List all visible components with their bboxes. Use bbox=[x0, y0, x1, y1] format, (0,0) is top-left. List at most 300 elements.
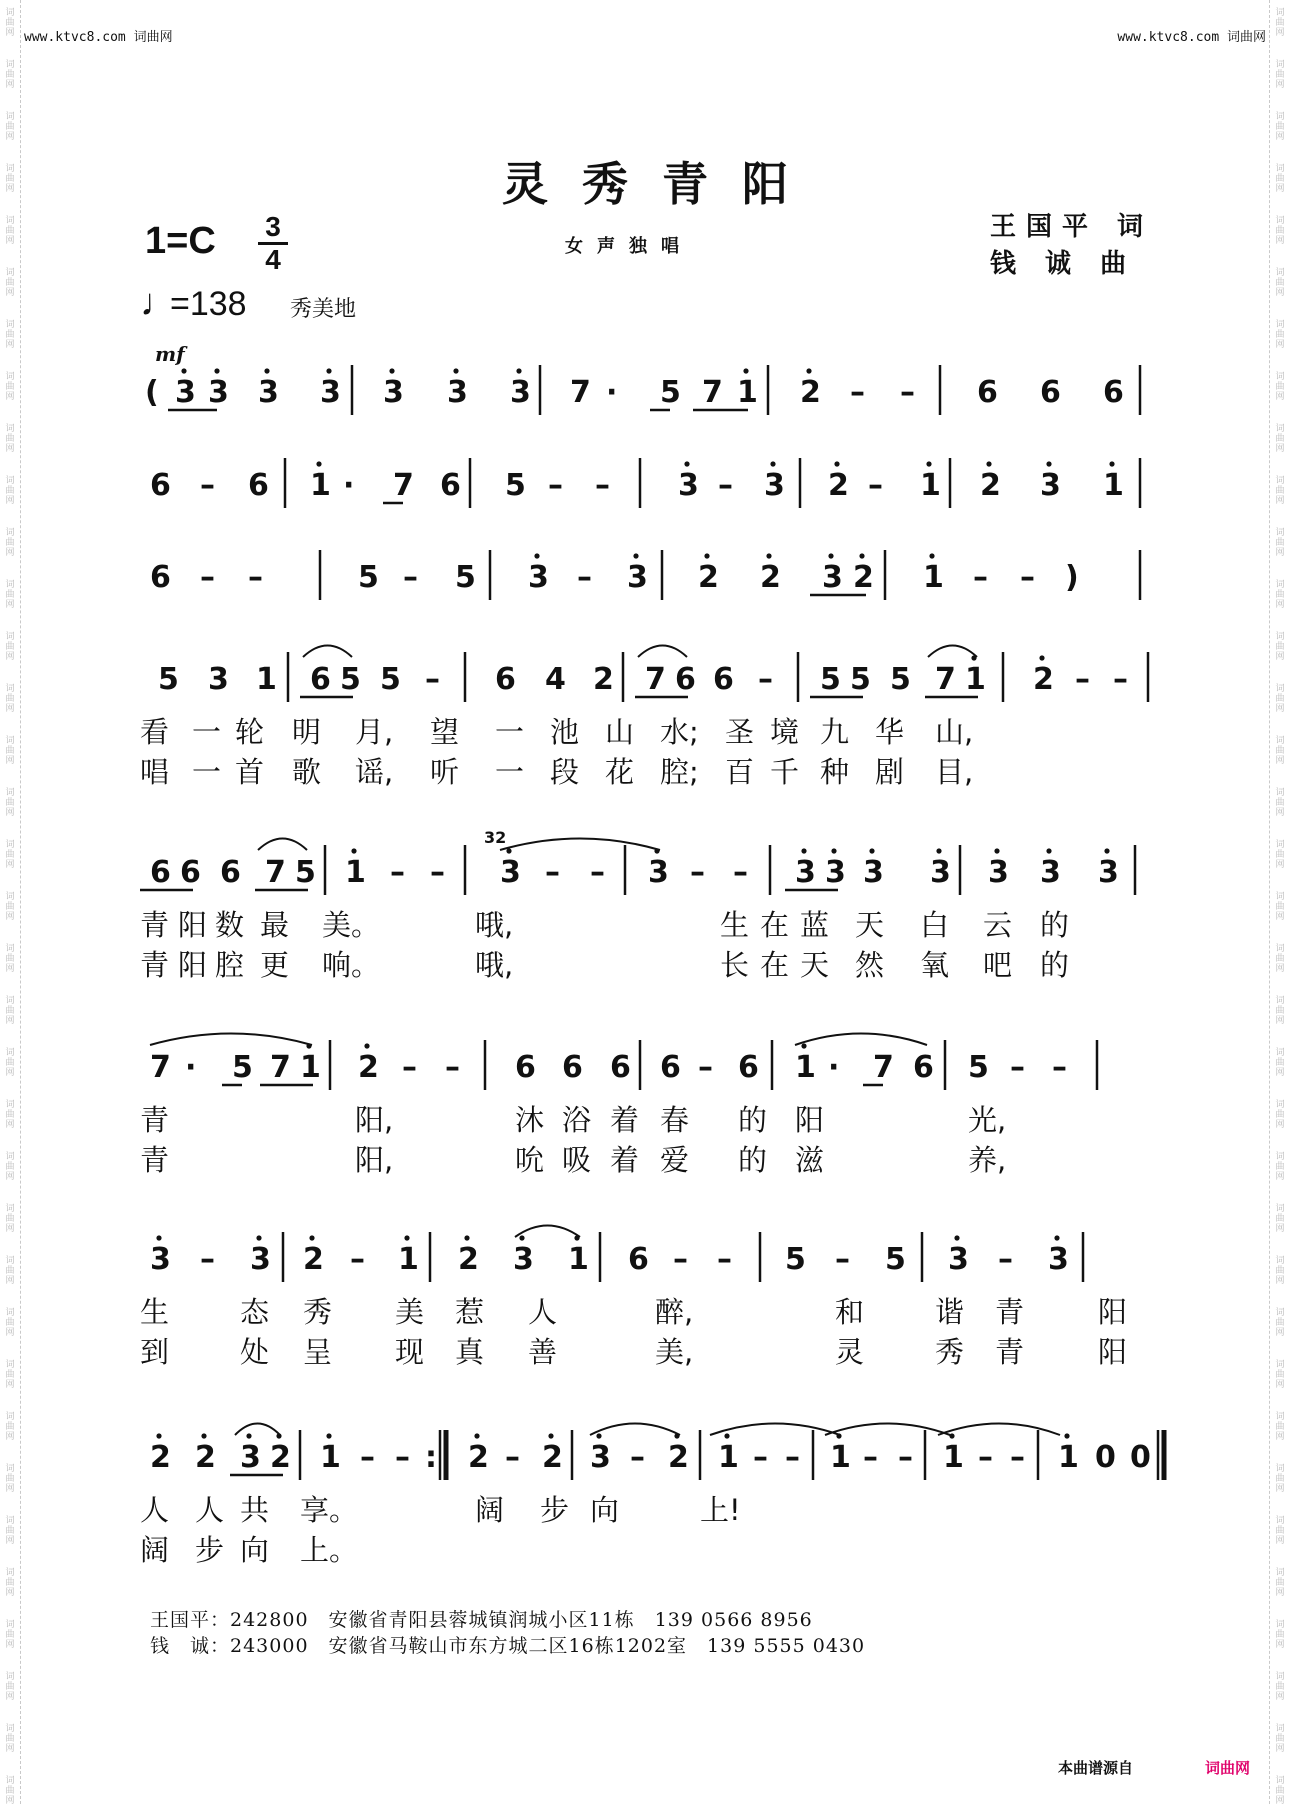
lyric-syllable: 善 bbox=[528, 1335, 558, 1369]
octave-dot bbox=[214, 368, 219, 373]
note-digit: 3 bbox=[240, 1440, 261, 1475]
note-digit: 5 bbox=[885, 1242, 906, 1277]
dash-mark: – bbox=[395, 1440, 410, 1475]
lyric-syllable: 最 bbox=[260, 908, 290, 942]
quarter-note-icon: ♩ bbox=[140, 282, 178, 324]
lyric-syllable: 享。 bbox=[300, 1493, 359, 1527]
watermark-text: 词 曲 网 bbox=[1275, 996, 1285, 1026]
watermark-text: 词 曲 网 bbox=[1275, 1100, 1285, 1130]
watermark-text: 词 曲 网 bbox=[1275, 268, 1285, 298]
octave-dot bbox=[929, 553, 934, 558]
lyric-syllable: 青 bbox=[140, 908, 170, 942]
lyric-syllable: 数 bbox=[215, 908, 245, 942]
octave-dot bbox=[316, 461, 321, 466]
lyric-syllable: 歌 bbox=[292, 755, 322, 789]
note-digit: 3 bbox=[447, 375, 468, 410]
note-digit: 7 bbox=[645, 662, 666, 697]
lyric-syllable: 步 bbox=[195, 1533, 225, 1567]
lyric-syllable: 目, bbox=[935, 755, 974, 789]
note-digit: 3 bbox=[175, 375, 196, 410]
lyric-syllable: 吸 bbox=[562, 1143, 592, 1177]
lyric-syllable: 阳 bbox=[795, 1103, 825, 1137]
lyric-syllable: 着 bbox=[610, 1143, 640, 1177]
dash-mark: – bbox=[900, 375, 915, 410]
slur-arc bbox=[515, 1226, 580, 1238]
lyricist-credit: 王国平 词 bbox=[990, 212, 1154, 242]
watermark-text: 词 曲 网 bbox=[5, 996, 15, 1026]
watermark-text: 词 曲 网 bbox=[1275, 840, 1285, 870]
note-digit: 1 bbox=[345, 855, 366, 890]
watermark-text: 词 曲 网 bbox=[1275, 1308, 1285, 1338]
note-digit: 3 bbox=[528, 560, 549, 595]
dash-mark: – bbox=[973, 560, 988, 595]
note-digit: 3 bbox=[208, 662, 229, 697]
note-digit: 5 bbox=[380, 662, 401, 697]
watermark-text: 词 曲 网 bbox=[1275, 164, 1285, 194]
watermark-text: 词 曲 网 bbox=[1275, 1204, 1285, 1234]
watermark-text: 词 曲 网 bbox=[1275, 528, 1285, 558]
lyric-row bbox=[140, 712, 1152, 752]
dash-mark: – bbox=[835, 1242, 850, 1277]
dash-mark: – bbox=[505, 1440, 520, 1475]
octave-dot bbox=[936, 848, 941, 853]
dash-mark: – bbox=[200, 468, 215, 503]
dash-mark: – bbox=[753, 1440, 768, 1475]
slur-arc bbox=[825, 1424, 950, 1436]
octave-dot bbox=[506, 848, 511, 853]
dash-mark: – bbox=[718, 468, 733, 503]
watermark-text: 词 曲 网 bbox=[1275, 1412, 1285, 1442]
lyric-syllable: 剧 bbox=[875, 755, 905, 789]
lyric-syllable: 生 bbox=[720, 908, 750, 942]
lyric-syllable: 在 bbox=[760, 908, 790, 942]
composer-credit: 钱 诚 曲 bbox=[990, 249, 1137, 279]
watermark-text: 词 曲 网 bbox=[5, 1724, 15, 1754]
lyric-syllable: 听 bbox=[430, 755, 460, 789]
note-digit: 1 bbox=[737, 375, 758, 410]
octave-dot bbox=[1054, 1235, 1059, 1240]
octave-dot bbox=[766, 553, 771, 558]
note-digit: · bbox=[343, 468, 355, 503]
note-digit: 7 bbox=[570, 375, 591, 410]
note-digit: 2 bbox=[800, 375, 821, 410]
lyric-syllable: 现 bbox=[395, 1335, 425, 1369]
octave-dot bbox=[994, 848, 999, 853]
watermark-text: 词 曲 网 bbox=[1275, 216, 1285, 246]
lyric-syllable: 处 bbox=[240, 1335, 270, 1369]
note-digit: 1 bbox=[1103, 468, 1124, 503]
lyric-syllable: 惹 bbox=[455, 1295, 485, 1329]
lyric-syllable: 的 bbox=[1040, 908, 1070, 942]
note-digit: 2 bbox=[760, 560, 781, 595]
lyric-syllable: 谣, bbox=[355, 755, 394, 789]
lyric-syllable: 千 bbox=[770, 755, 800, 789]
dash-mark: – bbox=[785, 1440, 800, 1475]
tempo-value: =138 bbox=[170, 285, 247, 323]
slur-arc bbox=[638, 646, 687, 658]
watermark-text: 词 曲 网 bbox=[5, 788, 15, 818]
watermark-text: 词 曲 网 bbox=[5, 684, 15, 714]
note-digit: 0 bbox=[1095, 1440, 1116, 1475]
note-digit: 2 bbox=[303, 1242, 324, 1277]
lyric-syllable: 吧 bbox=[983, 948, 1013, 982]
watermark-text: 词 曲 网 bbox=[1275, 60, 1285, 90]
watermark-text: 词 曲 网 bbox=[5, 372, 15, 402]
lyric-syllable: 长 bbox=[720, 948, 750, 982]
lyric-syllable: 的 bbox=[1040, 948, 1070, 982]
note-digit: 5 bbox=[785, 1242, 806, 1277]
lyric-syllable: 向 bbox=[590, 1493, 620, 1527]
lyric-row bbox=[140, 1530, 1152, 1570]
dash-mark: – bbox=[445, 1050, 460, 1085]
note-digit: 5 bbox=[505, 468, 526, 503]
note-digit: 1 bbox=[300, 1050, 321, 1085]
note-digit: 3 bbox=[590, 1440, 611, 1475]
note-digit: 3 bbox=[1040, 468, 1061, 503]
watermark-text: 词 曲 网 bbox=[5, 1360, 15, 1390]
dash-mark: – bbox=[717, 1242, 732, 1277]
site-link-right[interactable]: www.ktvc8.com 词曲网 bbox=[1117, 30, 1266, 45]
slur-arc bbox=[928, 646, 977, 658]
watermark-text: 词 曲 网 bbox=[1275, 372, 1285, 402]
dash-mark: – bbox=[430, 855, 445, 890]
watermark-text: 词 曲 网 bbox=[5, 1620, 15, 1650]
note-digit: 2 bbox=[458, 1242, 479, 1277]
watermark-text: 词 曲 网 bbox=[5, 892, 15, 922]
note-digit: · bbox=[828, 1050, 840, 1085]
watermark-text: 词 曲 网 bbox=[1275, 1360, 1285, 1390]
note-digit: 6 bbox=[150, 855, 171, 890]
note-digit: 6 bbox=[610, 1050, 631, 1085]
watermark-text: 词 曲 网 bbox=[5, 736, 15, 766]
lyric-syllable: 百 bbox=[725, 755, 755, 789]
dash-mark: – bbox=[425, 662, 440, 697]
lyric-syllable: 一 bbox=[495, 755, 525, 789]
note-digit: 6 bbox=[1103, 375, 1124, 410]
lyric-syllable: 灵 bbox=[835, 1335, 865, 1369]
note-digit: 1 bbox=[920, 468, 941, 503]
watermark-text: 词 曲 网 bbox=[5, 840, 15, 870]
note-digit: 3 bbox=[930, 855, 951, 890]
octave-dot bbox=[519, 1235, 524, 1240]
note-digit: 7 bbox=[150, 1050, 171, 1085]
dash-mark: – bbox=[595, 468, 610, 503]
dash-mark: – bbox=[673, 1242, 688, 1277]
octave-dot bbox=[1109, 461, 1114, 466]
note-digit: 1 bbox=[923, 560, 944, 595]
lyric-syllable: 步 bbox=[540, 1493, 570, 1527]
key-signature: 1=C bbox=[145, 220, 216, 262]
watermark-text: 词 曲 网 bbox=[5, 1776, 15, 1806]
lyric-syllable: 青 bbox=[140, 1143, 170, 1177]
octave-dot bbox=[309, 1235, 314, 1240]
octave-dot bbox=[869, 848, 874, 853]
note-digit: 3 bbox=[1048, 1242, 1069, 1277]
note-digit: 1 bbox=[398, 1242, 419, 1277]
note-digit: 5 bbox=[968, 1050, 989, 1085]
lyric-syllable: 山 bbox=[605, 715, 635, 749]
watermark-text: 词 曲 网 bbox=[5, 1256, 15, 1286]
lyric-syllable: 人 bbox=[528, 1295, 558, 1329]
slur-arc bbox=[938, 1424, 1060, 1436]
lyric-syllable: 种 bbox=[820, 755, 850, 789]
lyric-syllable: 吮 bbox=[515, 1143, 545, 1177]
lyric-syllable: 谐 bbox=[935, 1295, 965, 1329]
note-digit: 6 bbox=[675, 662, 696, 697]
time-signature-bottom: 4 bbox=[265, 244, 281, 275]
dash-mark: – bbox=[1052, 1050, 1067, 1085]
octave-dot bbox=[806, 368, 811, 373]
note-digit: 7 bbox=[935, 662, 956, 697]
lyric-syllable: 一 bbox=[192, 755, 222, 789]
note-digit: 2 bbox=[270, 1440, 291, 1475]
note-digit: 1 bbox=[943, 1440, 964, 1475]
watermark-text: 词 曲 网 bbox=[5, 164, 15, 194]
dash-mark: – bbox=[978, 1440, 993, 1475]
dash-mark: – bbox=[1075, 662, 1090, 697]
note-digit: 4 bbox=[545, 662, 566, 697]
watermark-text: 词 曲 网 bbox=[1275, 112, 1285, 142]
symbol: ( bbox=[145, 375, 159, 410]
lyric-syllable: 看 bbox=[140, 715, 170, 749]
octave-dot bbox=[1046, 848, 1051, 853]
lyric-syllable: 蓝 bbox=[800, 908, 830, 942]
dash-mark: – bbox=[577, 560, 592, 595]
octave-dot bbox=[264, 368, 269, 373]
right-watermark-stripe bbox=[1269, 0, 1290, 1804]
dash-mark: – bbox=[690, 855, 705, 890]
notation-row bbox=[140, 550, 1152, 620]
dash-mark: – bbox=[590, 855, 605, 890]
slur-arc bbox=[303, 646, 352, 658]
lyric-syllable: 水; bbox=[660, 715, 699, 749]
slur-arc bbox=[590, 1424, 680, 1436]
note-digit: 3 bbox=[258, 375, 279, 410]
note-digit: 3 bbox=[150, 1242, 171, 1277]
lyric-syllable: 上。 bbox=[300, 1533, 359, 1567]
watermark-text: 词 曲 网 bbox=[5, 1412, 15, 1442]
octave-dot bbox=[246, 1433, 251, 1438]
note-digit: 6 bbox=[738, 1050, 759, 1085]
lyric-syllable: 的 bbox=[738, 1143, 768, 1177]
lyric-syllable: 境 bbox=[770, 715, 800, 749]
note-digit: 6 bbox=[220, 855, 241, 890]
lyric-syllable: 阳 bbox=[1098, 1335, 1128, 1369]
dash-mark: – bbox=[360, 1440, 375, 1475]
watermark-text: 词 曲 网 bbox=[1275, 580, 1285, 610]
octave-dot bbox=[464, 1235, 469, 1240]
dash-mark: – bbox=[545, 855, 560, 890]
lyric-row bbox=[140, 1100, 1152, 1140]
lyric-syllable: 人 bbox=[140, 1493, 170, 1527]
lyric-row bbox=[140, 1490, 1152, 1530]
note-digit: 6 bbox=[150, 468, 171, 503]
watermark-text: 词 曲 网 bbox=[1275, 1048, 1285, 1078]
note-digit: 1 bbox=[795, 1050, 816, 1085]
watermark-text: 词 曲 网 bbox=[1275, 1672, 1285, 1702]
lyric-syllable: 阳 bbox=[1098, 1295, 1128, 1329]
lyric-row bbox=[140, 752, 1152, 792]
grace-notes: 32 bbox=[484, 828, 507, 847]
note-digit: 5 bbox=[295, 855, 316, 890]
dash-mark: – bbox=[1113, 662, 1128, 697]
octave-dot bbox=[926, 461, 931, 466]
source-label: 本曲谱源自 bbox=[1058, 1759, 1134, 1777]
lyric-syllable: 段 bbox=[550, 755, 580, 789]
watermark-text: 词 曲 网 bbox=[5, 424, 15, 454]
lyric-syllable: 白 bbox=[920, 908, 950, 942]
octave-dot bbox=[801, 1043, 806, 1048]
watermark-text: 词 曲 网 bbox=[5, 268, 15, 298]
note-digit: 5 bbox=[232, 1050, 253, 1085]
lyric-syllable: 云 bbox=[983, 908, 1013, 942]
octave-dot bbox=[474, 1433, 479, 1438]
watermark-text: 词 曲 网 bbox=[1275, 944, 1285, 974]
lyric-syllable: 阔 bbox=[475, 1493, 505, 1527]
note-digit: 3 bbox=[648, 855, 669, 890]
lyric-syllable: 养, bbox=[968, 1143, 1007, 1177]
watermark-text: 词 曲 网 bbox=[5, 580, 15, 610]
source-site-link[interactable]: 词曲网 bbox=[1205, 1759, 1251, 1777]
lyric-syllable: 天 bbox=[800, 948, 830, 982]
octave-dot bbox=[801, 848, 806, 853]
performance-style: 女声独唱 bbox=[565, 236, 693, 257]
lyric-syllable: 圣 bbox=[725, 715, 755, 749]
note-digit: 3 bbox=[513, 1242, 534, 1277]
note-digit: 5 bbox=[340, 662, 361, 697]
dash-mark: – bbox=[548, 468, 563, 503]
note-digit: 3 bbox=[948, 1242, 969, 1277]
lyric-syllable: 山, bbox=[935, 715, 974, 749]
note-digit: 3 bbox=[383, 375, 404, 410]
lyric-syllable: 九 bbox=[820, 715, 850, 749]
watermark-text: 词 曲 网 bbox=[1275, 8, 1285, 38]
lyric-row bbox=[140, 1140, 1152, 1180]
lyric-syllable: 更 bbox=[260, 948, 290, 982]
lyric-syllable: 池 bbox=[550, 715, 580, 749]
octave-dot bbox=[831, 848, 836, 853]
watermark-text: 词 曲 网 bbox=[1275, 1152, 1285, 1182]
note-digit: 2 bbox=[853, 560, 874, 595]
watermark-text: 词 曲 网 bbox=[5, 1308, 15, 1338]
lyric-syllable: 腔 bbox=[215, 948, 245, 982]
octave-dot bbox=[770, 461, 775, 466]
watermark-text: 词 曲 网 bbox=[5, 1568, 15, 1598]
note-digit: · bbox=[606, 375, 618, 410]
dash-mark: – bbox=[998, 1242, 1013, 1277]
expression-marking: 秀美地 bbox=[290, 297, 357, 322]
note-digit: 6 bbox=[150, 560, 171, 595]
lyric-syllable: 呈 bbox=[303, 1335, 333, 1369]
note-digit: 6 bbox=[248, 468, 269, 503]
octave-dot bbox=[326, 368, 331, 373]
octave-dot bbox=[364, 1043, 369, 1048]
watermark-text: 词 曲 网 bbox=[1275, 788, 1285, 818]
lyric-syllable: 阔 bbox=[140, 1533, 170, 1567]
time-signature bbox=[258, 213, 288, 274]
octave-dot bbox=[684, 461, 689, 466]
octave-dot bbox=[156, 1433, 161, 1438]
watermark-text: 词 曲 网 bbox=[5, 320, 15, 350]
watermark-text: 词 曲 网 bbox=[1275, 1516, 1285, 1546]
lyric-syllable: 真 bbox=[455, 1335, 485, 1369]
lyric-syllable: 唱 bbox=[140, 755, 170, 789]
site-link-left[interactable]: www.ktvc8.com 词曲网 bbox=[24, 30, 173, 45]
note-digit: 5 bbox=[850, 662, 871, 697]
dash-mark: – bbox=[350, 1242, 365, 1277]
lyric-syllable: 在 bbox=[760, 948, 790, 982]
octave-dot bbox=[1104, 848, 1109, 853]
lyric-syllable: 青 bbox=[995, 1335, 1025, 1369]
lyric-syllable: 青 bbox=[140, 948, 170, 982]
watermark-text: 词 曲 网 bbox=[5, 528, 15, 558]
note-digit: 3 bbox=[627, 560, 648, 595]
note-digit: 1 bbox=[256, 662, 277, 697]
watermark-text: 词 曲 网 bbox=[1275, 320, 1285, 350]
octave-dot bbox=[1039, 655, 1044, 660]
note-digit: 2 bbox=[358, 1050, 379, 1085]
lyric-row bbox=[140, 1332, 1152, 1372]
dash-mark: – bbox=[758, 662, 773, 697]
dash-mark: – bbox=[698, 1050, 713, 1085]
dash-mark: – bbox=[390, 855, 405, 890]
note-digit: 3 bbox=[208, 375, 229, 410]
left-watermark-stripe bbox=[0, 0, 21, 1804]
lyric-syllable: 共 bbox=[240, 1493, 270, 1527]
watermark-text: 词 曲 网 bbox=[1275, 424, 1285, 454]
slur-arc bbox=[150, 1034, 312, 1046]
octave-dot bbox=[201, 1433, 206, 1438]
note-digit: 6 bbox=[562, 1050, 583, 1085]
octave-dot bbox=[181, 368, 186, 373]
tempo-marking bbox=[140, 282, 247, 325]
note-digit: 3 bbox=[825, 855, 846, 890]
octave-dot bbox=[633, 553, 638, 558]
lyric-syllable: 醉, bbox=[655, 1295, 694, 1329]
note-digit: 6 bbox=[628, 1242, 649, 1277]
note-digit: 1 bbox=[320, 1440, 341, 1475]
watermark-text: 词 曲 网 bbox=[1275, 1620, 1285, 1650]
dash-mark: – bbox=[403, 560, 418, 595]
note-digit: 1 bbox=[1058, 1440, 1079, 1475]
note-digit: 5 bbox=[660, 375, 681, 410]
watermark-text: 词 曲 网 bbox=[5, 1516, 15, 1546]
song-title: 灵秀青阳 bbox=[502, 157, 822, 211]
slur-arc bbox=[795, 1034, 927, 1046]
dash-mark: – bbox=[898, 1440, 913, 1475]
note-digit: 6 bbox=[495, 662, 516, 697]
dash-mark: – bbox=[850, 375, 865, 410]
note-digit: 3 bbox=[510, 375, 531, 410]
lyric-syllable: 一 bbox=[192, 715, 222, 749]
slur-arc bbox=[500, 839, 660, 851]
note-digit: 3 bbox=[678, 468, 699, 503]
note-digit: 3 bbox=[1098, 855, 1119, 890]
dash-mark: – bbox=[863, 1440, 878, 1475]
note-digit: 2 bbox=[980, 468, 1001, 503]
note-digit: 6 bbox=[515, 1050, 536, 1085]
watermark-text: 词 曲 网 bbox=[1275, 632, 1285, 662]
note-digit: 6 bbox=[713, 662, 734, 697]
note-digit: 3 bbox=[863, 855, 884, 890]
lyric-syllable: 沐 bbox=[515, 1103, 545, 1137]
note-digit: · bbox=[185, 1050, 197, 1085]
watermark-text: 词 曲 网 bbox=[5, 60, 15, 90]
octave-dot bbox=[516, 368, 521, 373]
octave-dot bbox=[404, 1235, 409, 1240]
octave-dot bbox=[256, 1235, 261, 1240]
lyric-syllable: 花 bbox=[605, 755, 635, 789]
